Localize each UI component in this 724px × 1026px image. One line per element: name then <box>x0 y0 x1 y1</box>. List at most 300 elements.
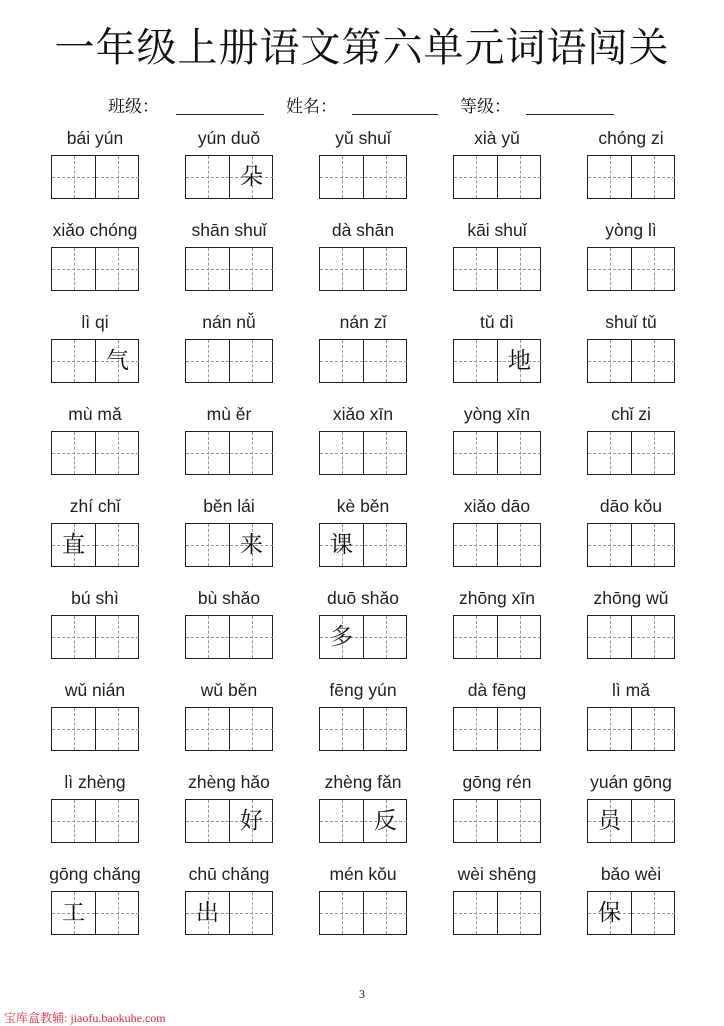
given-character <box>364 248 407 290</box>
word-cell <box>313 588 413 672</box>
writing-square[interactable] <box>52 432 95 474</box>
tianzige-box <box>319 339 407 383</box>
writing-square[interactable] <box>320 708 363 750</box>
given-character <box>320 340 363 382</box>
given-character: 朵 <box>240 164 263 190</box>
writing-square[interactable] <box>497 892 541 934</box>
given-character <box>498 524 541 566</box>
pinyin-label: lì mǎ <box>612 680 650 700</box>
tianzige-box <box>453 523 541 567</box>
tianzige-box <box>185 799 273 843</box>
pinyin-label: yòng xīn <box>463 404 531 424</box>
given-character <box>52 800 95 842</box>
given-character <box>230 340 273 382</box>
watermark: 宝库盒教辅: jiaofu.baokuhe.com <box>4 1011 166 1025</box>
writing-square[interactable] <box>631 340 675 382</box>
pinyin-label: zhèng fǎn <box>324 772 402 792</box>
pinyin-label: tǔ dì <box>479 312 515 332</box>
writing-square[interactable] <box>95 432 139 474</box>
pinyin-label: zhí chǐ <box>69 496 121 516</box>
writing-square[interactable] <box>186 892 229 934</box>
writing-square[interactable] <box>229 156 273 198</box>
pinyin-label: yǔ shuǐ <box>335 128 391 148</box>
given-character <box>632 248 675 290</box>
given-character <box>632 156 675 198</box>
word-cell <box>45 588 145 672</box>
writing-square[interactable] <box>95 800 139 842</box>
given-character <box>364 524 407 566</box>
given-character <box>230 432 273 474</box>
writing-square[interactable] <box>363 156 407 198</box>
pinyin-label: bǎo wèi <box>600 864 662 884</box>
tianzige-box <box>319 615 407 659</box>
pinyin-label: yuán gōng <box>590 772 672 792</box>
tianzige-box <box>453 615 541 659</box>
pinyin-label: mén kǒu <box>329 864 397 884</box>
tianzige-box <box>185 155 273 199</box>
word-cell <box>45 312 145 396</box>
writing-square[interactable] <box>229 708 273 750</box>
pinyin-label: xiǎo chóng <box>52 220 138 240</box>
pinyin-label: bù shǎo <box>197 588 261 608</box>
word-cell <box>179 128 279 212</box>
word-cell <box>581 864 681 948</box>
writing-square[interactable] <box>52 800 95 842</box>
tianzige-box <box>185 707 273 751</box>
given-character: 多 <box>330 624 353 650</box>
given-character <box>96 156 139 198</box>
given-character <box>96 248 139 290</box>
tianzige-box <box>587 155 675 199</box>
given-character <box>454 616 497 658</box>
tianzige-box <box>185 523 273 567</box>
writing-square[interactable] <box>52 248 95 290</box>
given-character: 课 <box>330 532 353 558</box>
given-character <box>588 616 631 658</box>
writing-square[interactable] <box>363 616 407 658</box>
given-character <box>454 340 497 382</box>
given-character <box>52 708 95 750</box>
pinyin-label: mù ěr <box>206 404 252 424</box>
word-cell <box>179 220 279 304</box>
given-character <box>632 616 675 658</box>
tianzige-box <box>185 339 273 383</box>
given-character <box>96 616 139 658</box>
pinyin-label: wǔ nián <box>64 680 126 700</box>
given-character <box>52 156 95 198</box>
given-character <box>320 432 363 474</box>
given-character: 反 <box>374 808 397 834</box>
writing-square[interactable] <box>454 156 497 198</box>
given-character <box>230 248 273 290</box>
given-character <box>498 248 541 290</box>
given-character <box>588 248 631 290</box>
tianzige-box <box>319 247 407 291</box>
given-character: 保 <box>598 900 621 926</box>
given-character <box>454 892 497 934</box>
given-character <box>52 432 95 474</box>
writing-square[interactable] <box>186 432 229 474</box>
word-cell <box>179 496 279 580</box>
writing-square[interactable] <box>588 800 631 842</box>
given-character <box>96 708 139 750</box>
word-cell <box>581 312 681 396</box>
word-cell <box>45 496 145 580</box>
tianzige-box <box>51 523 139 567</box>
writing-square[interactable] <box>320 892 363 934</box>
writing-square[interactable] <box>229 524 273 566</box>
given-character <box>230 892 273 934</box>
given-character <box>632 432 675 474</box>
writing-square[interactable] <box>588 248 631 290</box>
tianzige-box <box>185 247 273 291</box>
writing-square[interactable] <box>497 616 541 658</box>
word-cell <box>313 864 413 948</box>
given-character: 好 <box>240 808 263 834</box>
word-cell <box>179 772 279 856</box>
word-cell <box>581 680 681 764</box>
tianzige-box <box>587 523 675 567</box>
given-character: 地 <box>508 348 531 374</box>
tianzige-box <box>453 339 541 383</box>
writing-square[interactable] <box>454 432 497 474</box>
name-blank[interactable] <box>352 114 438 115</box>
tianzige-box <box>51 707 139 751</box>
tianzige-box <box>587 339 675 383</box>
tianzige-box <box>51 891 139 935</box>
pinyin-label: kāi shuǐ <box>467 220 527 240</box>
writing-square[interactable] <box>631 892 675 934</box>
pinyin-label: yòng lì <box>605 220 657 240</box>
writing-square[interactable] <box>631 616 675 658</box>
writing-square[interactable] <box>497 340 541 382</box>
writing-square[interactable] <box>95 248 139 290</box>
writing-square[interactable] <box>454 708 497 750</box>
given-character <box>632 524 675 566</box>
writing-square[interactable] <box>95 524 139 566</box>
writing-square[interactable] <box>95 340 139 382</box>
word-cell <box>447 680 547 764</box>
word-cell <box>45 864 145 948</box>
writing-square[interactable] <box>229 800 273 842</box>
tianzige-box <box>319 431 407 475</box>
pinyin-label: lì qi <box>81 312 109 332</box>
word-cell <box>45 680 145 764</box>
given-character <box>454 248 497 290</box>
writing-square[interactable] <box>497 708 541 750</box>
given-character <box>454 524 497 566</box>
given-character <box>364 432 407 474</box>
given-character <box>320 800 363 842</box>
given-character <box>498 892 541 934</box>
word-cell <box>313 220 413 304</box>
given-character <box>320 156 363 198</box>
word-cell <box>581 496 681 580</box>
writing-square[interactable] <box>454 800 497 842</box>
writing-square[interactable] <box>363 248 407 290</box>
pinyin-label: shuǐ tǔ <box>605 312 657 332</box>
given-character <box>230 616 273 658</box>
word-cell <box>179 588 279 672</box>
page-title: 一年级上册语文第六单元词语闯关 <box>54 25 670 71</box>
given-character: 出 <box>196 900 219 926</box>
pinyin-label: xià yǔ <box>474 128 520 148</box>
page-number: 3 <box>359 987 365 1001</box>
writing-square[interactable] <box>588 156 631 198</box>
given-character <box>588 524 631 566</box>
word-cell <box>179 404 279 488</box>
pinyin-label: wǔ běn <box>200 680 258 700</box>
writing-square[interactable] <box>229 892 273 934</box>
tianzige-box <box>51 615 139 659</box>
pinyin-label: mù mǎ <box>68 404 122 424</box>
given-character <box>52 248 95 290</box>
given-character <box>632 708 675 750</box>
tianzige-box <box>185 615 273 659</box>
writing-square[interactable] <box>320 340 363 382</box>
pinyin-label: běn lái <box>203 496 255 516</box>
writing-square[interactable] <box>497 524 541 566</box>
tianzige-box <box>587 247 675 291</box>
writing-square[interactable] <box>186 340 229 382</box>
word-cell <box>45 128 145 212</box>
student-info-row <box>0 92 724 118</box>
pinyin-label: nán zǐ <box>339 312 387 332</box>
writing-square[interactable] <box>320 524 363 566</box>
writing-square[interactable] <box>631 524 675 566</box>
given-character <box>186 248 229 290</box>
pinyin-label: xiǎo dāo <box>463 496 531 516</box>
given-character <box>454 708 497 750</box>
class-label: 班级： <box>108 97 159 117</box>
given-character <box>320 708 363 750</box>
word-cell <box>179 680 279 764</box>
given-character <box>498 800 541 842</box>
tianzige-box <box>587 891 675 935</box>
given-character <box>364 340 407 382</box>
writing-square[interactable] <box>95 156 139 198</box>
writing-square[interactable] <box>229 248 273 290</box>
writing-square[interactable] <box>454 248 497 290</box>
word-cell <box>447 496 547 580</box>
word-cell <box>313 772 413 856</box>
writing-square[interactable] <box>631 248 675 290</box>
writing-square[interactable] <box>186 616 229 658</box>
writing-square[interactable] <box>363 892 407 934</box>
writing-square[interactable] <box>229 616 273 658</box>
given-character <box>364 156 407 198</box>
pinyin-label: zhōng wǔ <box>593 588 669 608</box>
given-character <box>186 156 229 198</box>
tianzige-box <box>185 431 273 475</box>
writing-square[interactable] <box>52 340 95 382</box>
given-character <box>632 892 675 934</box>
tianzige-box <box>319 707 407 751</box>
writing-square[interactable] <box>454 616 497 658</box>
pinyin-label: dāo kǒu <box>599 496 663 516</box>
writing-square[interactable] <box>454 892 497 934</box>
writing-square[interactable] <box>497 248 541 290</box>
given-character <box>186 524 229 566</box>
pinyin-label: bú shì <box>71 588 119 608</box>
writing-square[interactable] <box>454 340 497 382</box>
writing-square[interactable] <box>363 524 407 566</box>
pinyin-label: gōng chǎng <box>49 864 141 884</box>
given-character <box>364 892 407 934</box>
writing-square[interactable] <box>186 800 229 842</box>
given-character <box>96 524 139 566</box>
word-cell <box>447 128 547 212</box>
pinyin-label: duō shǎo <box>326 588 399 608</box>
writing-square[interactable] <box>363 708 407 750</box>
word-cell <box>313 496 413 580</box>
tianzige-box <box>51 799 139 843</box>
given-character <box>186 340 229 382</box>
tianzige-box <box>453 707 541 751</box>
given-character <box>96 432 139 474</box>
writing-square[interactable] <box>95 892 139 934</box>
word-cell <box>313 312 413 396</box>
given-character <box>186 800 229 842</box>
writing-square[interactable] <box>363 340 407 382</box>
given-character <box>588 708 631 750</box>
tianzige-box <box>453 247 541 291</box>
tianzige-box <box>319 891 407 935</box>
tianzige-box <box>587 615 675 659</box>
writing-square[interactable] <box>588 432 631 474</box>
grade-label: 等级： <box>460 97 511 117</box>
given-character <box>632 800 675 842</box>
given-character <box>588 340 631 382</box>
word-cell <box>581 404 681 488</box>
word-cell <box>313 680 413 764</box>
word-cell <box>581 588 681 672</box>
given-character <box>320 892 363 934</box>
writing-square[interactable] <box>363 432 407 474</box>
pinyin-label: bái yún <box>66 128 124 148</box>
class-blank[interactable] <box>176 114 264 115</box>
writing-square[interactable] <box>631 432 675 474</box>
tianzige-box <box>319 799 407 843</box>
pinyin-label: nán nǚ <box>202 312 256 332</box>
writing-square[interactable] <box>588 616 631 658</box>
pinyin-label: zhōng xīn <box>459 588 535 608</box>
given-character <box>52 340 95 382</box>
pinyin-label: chóng zi <box>598 128 664 148</box>
tianzige-box <box>51 339 139 383</box>
given-character <box>632 340 675 382</box>
writing-square[interactable] <box>631 800 675 842</box>
writing-square[interactable] <box>497 800 541 842</box>
pinyin-label: chǐ zi <box>611 404 651 424</box>
word-cell <box>447 772 547 856</box>
tianzige-box <box>587 431 675 475</box>
given-character <box>454 432 497 474</box>
name-label: 姓名： <box>286 97 337 117</box>
given-character <box>498 616 541 658</box>
word-cell <box>313 404 413 488</box>
pinyin-label: yún duǒ <box>197 128 261 148</box>
tianzige-box <box>453 155 541 199</box>
writing-square[interactable] <box>631 156 675 198</box>
writing-square[interactable] <box>229 432 273 474</box>
given-character <box>588 432 631 474</box>
writing-square[interactable] <box>454 524 497 566</box>
given-character <box>588 156 631 198</box>
pinyin-label: lì zhèng <box>64 772 126 792</box>
given-character <box>454 156 497 198</box>
writing-square[interactable] <box>497 432 541 474</box>
word-cell <box>447 404 547 488</box>
tianzige-box <box>51 247 139 291</box>
word-cell <box>313 128 413 212</box>
grade-blank[interactable] <box>526 114 614 115</box>
writing-square[interactable] <box>95 616 139 658</box>
tianzige-box <box>185 891 273 935</box>
writing-square[interactable] <box>497 156 541 198</box>
writing-square[interactable] <box>186 156 229 198</box>
writing-square[interactable] <box>588 708 631 750</box>
tianzige-box <box>587 799 675 843</box>
writing-square[interactable] <box>588 524 631 566</box>
word-cell <box>45 220 145 304</box>
writing-square[interactable] <box>52 156 95 198</box>
word-cell <box>45 404 145 488</box>
writing-square[interactable] <box>588 892 631 934</box>
writing-square[interactable] <box>320 248 363 290</box>
word-cell <box>447 588 547 672</box>
word-cell <box>447 864 547 948</box>
writing-square[interactable] <box>52 524 95 566</box>
given-character <box>186 616 229 658</box>
writing-square[interactable] <box>52 616 95 658</box>
word-cell <box>581 220 681 304</box>
pinyin-label: dà fēng <box>467 680 527 700</box>
writing-square[interactable] <box>320 432 363 474</box>
writing-square[interactable] <box>229 340 273 382</box>
pinyin-label: chū chǎng <box>188 864 270 884</box>
writing-square[interactable] <box>320 800 363 842</box>
pinyin-label: dà shān <box>331 220 395 240</box>
writing-square[interactable] <box>320 616 363 658</box>
tianzige-box <box>319 155 407 199</box>
writing-square[interactable] <box>320 156 363 198</box>
word-cell <box>581 128 681 212</box>
given-character <box>498 708 541 750</box>
writing-square[interactable] <box>52 708 95 750</box>
writing-square[interactable] <box>186 524 229 566</box>
word-cell <box>447 312 547 396</box>
writing-square[interactable] <box>186 708 229 750</box>
given-character: 工 <box>62 900 85 926</box>
writing-square[interactable] <box>363 800 407 842</box>
writing-square[interactable] <box>588 340 631 382</box>
writing-square[interactable] <box>631 708 675 750</box>
writing-square[interactable] <box>52 892 95 934</box>
pinyin-label: kè běn <box>336 496 390 516</box>
given-character <box>364 708 407 750</box>
pinyin-label: zhèng hǎo <box>188 772 270 792</box>
given-character <box>186 708 229 750</box>
writing-square[interactable] <box>95 708 139 750</box>
given-character: 来 <box>240 532 263 558</box>
given-character <box>96 800 139 842</box>
writing-square[interactable] <box>186 248 229 290</box>
pinyin-label: fēng yún <box>329 680 397 700</box>
tianzige-box <box>453 431 541 475</box>
word-cell <box>447 220 547 304</box>
word-cell <box>581 772 681 856</box>
